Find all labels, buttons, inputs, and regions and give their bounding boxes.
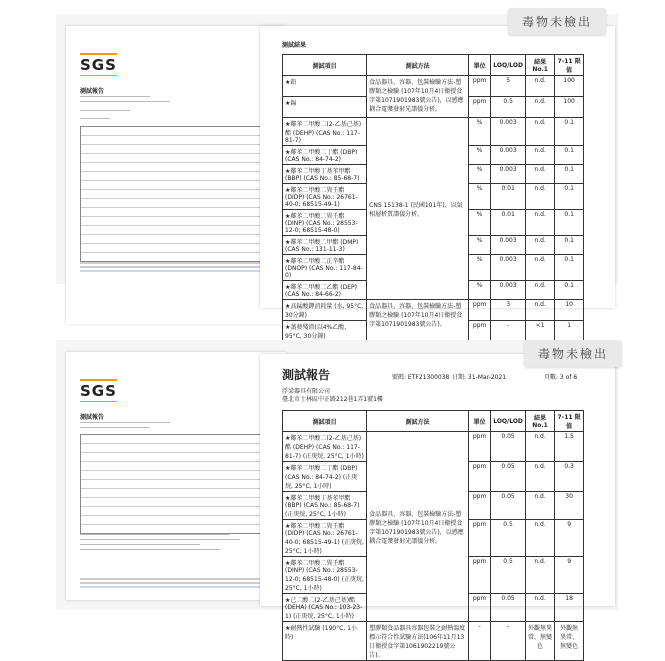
unit: % [469,165,491,184]
unit: % [469,146,491,165]
thumbnail-table [80,126,272,262]
test-item: ★鎘 [283,97,367,118]
result: n.d. [525,210,554,236]
test-item: ★鄰苯二甲酸二異壬酯 (DINP) (CAS No.: 28553-12-0; 68515-48-0) [283,210,367,236]
loq: 0.5 [491,557,526,594]
results-table [282,54,584,342]
unit: ppm [469,76,491,97]
col-header: 結果 No.1 [525,411,554,432]
result: n.d. [525,76,554,97]
company-address: 臺北市士林區中正路212巷1弄1號1樓 [282,396,383,403]
loq: 0.003 [491,281,526,300]
sgs-logo: SGS [80,382,117,400]
table-header-row [283,55,584,76]
limit: 10 [555,300,584,321]
test-method: CNS 15138-1 (民國101年)，以氣相層析質譜儀分析。 [367,118,469,300]
table-row [283,300,584,321]
unit: % [469,184,491,210]
result: n.d. [525,462,554,492]
report-preview-panel-1 [56,14,618,340]
report-title: 測試報告 [282,368,331,382]
thumbnail-line [80,544,200,545]
results-table [282,410,584,661]
test-item: ★鄰苯二甲酸二丁酯 (DBP) (CAS No.: 84-74-2) [283,146,367,165]
limit: 9 [555,557,584,594]
unit: ppm [469,300,491,321]
loq: 0.05 [491,594,526,622]
result: n.d. [525,97,554,118]
limit: 0.1 [555,255,584,281]
limit: 9 [555,520,584,557]
thumbnail-line [80,422,170,423]
loq: 0.05 [491,432,526,462]
test-method: 塑膠類食品器具容器包裝之耐熱溫度標示符合性試驗方法(106年11月13日衛授食字第1061902219號公告)。 [367,622,469,661]
loq: 0.5 [491,97,526,118]
result: n.d. [525,281,554,300]
company-name: 浮梁器具有限公司 [282,388,331,395]
unit: % [469,236,491,255]
report-page-results [260,26,615,340]
test-item: ★鄰苯二甲酸二正辛酯 (DNOP) (CAS No.: 117-84-0) [283,255,367,281]
loq: - [491,622,526,661]
result: n.d. [525,557,554,594]
report-number: 號碼: ETF21300038 [392,374,450,381]
col-header: 7-11 限值 [555,55,584,76]
col-header: 測試方法 [367,55,469,76]
test-method: 食品器具、容器、包裝檢驗方法-塑膠類之檢驗 (107年10月4日衛授食字第1071901983號公告)。 [367,300,469,342]
test-method: 食品器具、容器、包裝檢驗方法-塑膠類之檢驗 (107年10月4日衛授食字第1071901983號公告)，以感應耦合電漿發射光譜儀分析。 [367,432,469,622]
test-item: ★己二酸二(2-乙基己基)酯 (DEHA) (CAS No.: 103-23-1) (正庚烷, 25°C, 1小時) [283,594,367,622]
loq: 0.003 [491,146,526,165]
result: n.d. [525,255,554,281]
col-header: 單位 [468,411,490,432]
thumbnail-footer [80,578,270,580]
result: n.d. [525,184,554,210]
unit: ppm [469,321,491,342]
thumbnail-line [80,539,240,540]
loq: 0.003 [491,255,526,281]
report-date: 日期: 31-Mar-2021 [452,374,507,381]
unit: ppm [468,462,490,492]
col-header: LOQ/LOD [491,411,526,432]
thumbnail-line [80,110,130,111]
test-method: 食品器具、容器、包裝檢驗方法-塑膠類之檢驗 (107年10月4日衛授食字第1071901983號公告)，以感應耦合電漿發射光譜儀分析。 [367,76,469,118]
thumbnail-line [80,549,220,550]
limit: 0.1 [555,184,584,210]
test-item: ★鄰苯二甲酸二乙酯 (DEP) (CAS No.: 84-66-2) [283,281,367,300]
result: n.d. [525,300,554,321]
toxin-free-badge: 毒物未檢出 [508,8,606,35]
col-header: 測試方法 [367,411,469,432]
loq: 0.003 [491,236,526,255]
toxin-free-badge: 毒物未檢出 [524,340,622,367]
loq: 0.003 [491,118,526,146]
unit: % [469,255,491,281]
col-header: 測試項目 [283,55,367,76]
unit: ppm [468,432,490,462]
test-item: ★蒸發殘渣(以4%乙酸, 95°C, 30分鐘) [283,321,367,342]
loq: 0.01 [491,184,526,210]
report-thumbnail[interactable] [66,352,286,600]
thumbnail-footer [80,266,270,268]
test-item: ★鄰苯二甲酸二丁酯 (DBP) (CAS No.: 84-74-2) (正庚烷, 25°C, 1小時) [283,462,367,492]
limit: 30 [555,492,584,520]
report-preview-panel-2 [56,340,618,659]
test-item: ★鉛 [283,76,367,97]
unit: % [469,210,491,236]
col-header: 7-11 限值 [555,411,584,432]
page-number: 頁數: 3 of 6 [544,374,578,381]
report-page-3 [260,354,615,659]
thumbnail-line [80,427,150,428]
unit: ppm [468,520,490,557]
thumbnail-line [80,96,150,97]
result: n.d. [525,118,554,146]
col-header: 單位 [469,55,491,76]
test-item: ★鄰苯二甲酸二(2-乙基己基)酯 (DEHP) (CAS No.: 117-81-7) (正庚烷, 25°C, 1小時) [283,432,367,462]
col-header: 測試項目 [283,411,367,432]
loq: - [491,321,526,342]
report-thumbnail[interactable] [66,26,286,324]
loq: 0.05 [491,462,526,492]
limit: 外觀無異常、無變色 [555,622,584,661]
test-item: ★鄰苯二甲酸二甲酯 (DMP) (CAS No.: 131-11-3) [283,236,367,255]
limit: 100 [555,76,584,97]
test-item: ★鄰苯二甲酸二異壬酯 (DINP) (CAS No.: 28553-12-0; 68515-48-0) (正庚烷, 25°C, 1小時) [283,557,367,594]
result: n.d. [525,146,554,165]
limit: 1.5 [555,432,584,462]
thumbnail-footer [80,262,270,264]
unit: ppm [468,557,490,594]
limit: 0.1 [555,165,584,184]
loq: 0.003 [491,165,526,184]
unit: % [469,281,491,300]
limit: 0.3 [555,462,584,492]
result: n.d. [525,165,554,184]
limit: 100 [555,97,584,118]
limit: 18 [555,594,584,622]
test-item: ★高錳酸鉀消耗量 (水, 95°C, 30分鐘) [283,300,367,321]
limit: 0.1 [555,210,584,236]
section-title: 測試結果 [282,42,307,49]
limit: 0.1 [555,281,584,300]
limit: 0.1 [555,236,584,255]
col-header: LOQ/LOD [491,55,526,76]
unit: - [468,622,490,661]
test-item: ★鄰苯二甲酸二(2-乙基己基)酯 (DEHP) (CAS No.: 117-81-7) [283,118,367,146]
loq: 3 [491,300,526,321]
table-row [283,622,584,661]
thumbnail-footer [80,586,270,588]
limit: 1 [555,321,584,342]
thumbnail-line [80,101,170,102]
unit: ppm [468,594,490,622]
table-row [283,432,584,462]
result: n.d. [525,432,554,462]
thumbnail-title: 測試報告 [80,88,105,95]
result: n.d. [525,520,554,557]
thumbnail-footer [80,582,270,584]
result: n.d. [525,492,554,520]
loq: 0.05 [491,492,526,520]
unit: ppm [469,97,491,118]
thumbnail-footer [80,270,270,272]
result: n.d. [525,236,554,255]
test-item: ★鄰苯二甲酸二異壬酯 (DIDP) (CAS No.: 26761-40-0; 68515-49-1) (正庚烷, 25°C, 1小時) [283,520,367,557]
limit: 0.1 [555,146,584,165]
result: n.d. [525,594,554,622]
test-item: ★鄰苯二甲酸丁基苯甲酯 (BBP) (CAS No.: 85-68-7) [283,165,367,184]
thumbnail-title: 測試報告 [80,414,105,421]
result: <1 [525,321,554,342]
loq: 5 [491,76,526,97]
table-header-row [283,411,584,432]
unit: % [469,118,491,146]
thumbnail-line [80,118,110,119]
thumbnail-table [80,434,272,534]
table-row [283,76,584,97]
unit: ppm [468,492,490,520]
thumbnail-line [80,534,230,535]
loq: 0.01 [491,210,526,236]
loq: 0.5 [491,520,526,557]
test-item: ★耐熱性試驗 (190°C, 1小時) [283,622,367,661]
test-item: ★鄰苯二甲酸丁基苯甲酯 (BBP) (CAS No.: 85-68-7) (正庚烷, 25°C, 1小時) [283,492,367,520]
limit: 0.1 [555,118,584,146]
table-row [283,118,584,146]
col-header: 結果 No.1 [525,55,554,76]
test-item: ★鄰苯二甲酸二異壬酯 (DIDP) (CAS No.: 26761-40-0; 68515-49-1) [283,184,367,210]
result: 外觀無異常、無變色 [525,622,554,661]
sgs-logo: SGS [80,56,117,74]
